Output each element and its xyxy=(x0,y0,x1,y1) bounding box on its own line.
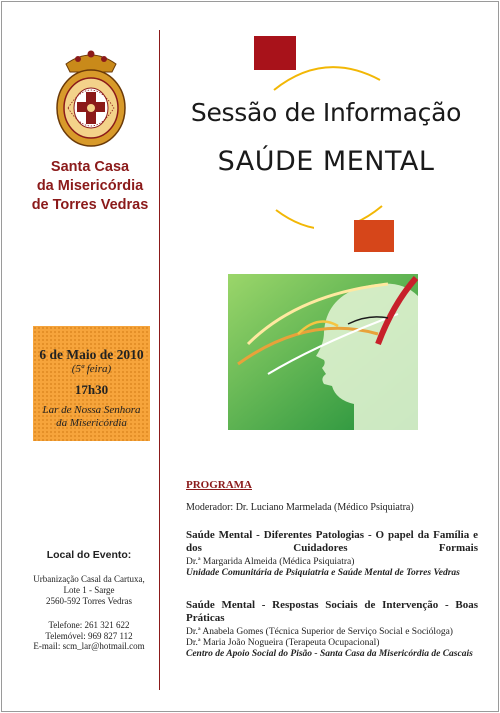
contact-phone: Telefone: 261 321 622 xyxy=(48,620,130,630)
address-line: Urbanização Casal da Cartuxa, xyxy=(33,574,145,584)
mental-health-illustration xyxy=(228,274,418,430)
contact-mobile: Telemóvel: 969 827 112 xyxy=(45,630,133,641)
organization-name xyxy=(10,158,170,215)
session-speaker: Dr.ª Anabela Gomes (Técnica Superior de Serviço Social e Socióloga) xyxy=(186,627,453,637)
venue-line: Lar de Nossa Senhora xyxy=(42,404,141,416)
event-title: Sessão de Informação xyxy=(190,98,462,127)
title-decoration xyxy=(254,30,454,260)
location-address xyxy=(14,574,164,607)
program-session xyxy=(186,529,478,579)
address-line: 2560-592 Torres Vedras xyxy=(45,596,133,606)
session-title: Saúde Mental - Respostas Sociais de Intervenção - Boas Práticas xyxy=(186,599,478,624)
program-moderator: Moderador: Dr. Luciano Marmelada (Médico Psiquiatra) xyxy=(186,502,414,513)
location-contacts xyxy=(14,620,164,652)
session-title: Saúde Mental - Diferentes Patologias - O papel da Família e dos Cuidadores Formais xyxy=(186,529,478,554)
event-weekday: (5ª feira) xyxy=(71,363,112,375)
session-unit: Unidade Comunitária de Psiquiatria e Saúde Mental de Torres Vedras xyxy=(186,568,460,578)
location-heading: Local do Evento: xyxy=(46,549,132,561)
crest-logo xyxy=(52,42,130,148)
address-line: Lote 1 - Sarge xyxy=(63,585,115,595)
event-time: 17h30 xyxy=(74,382,109,397)
venue-line: da Misericórdia xyxy=(56,417,127,429)
session-speaker: Dr.ª Margarida Almeida (Médica Psiquiatra) xyxy=(186,557,355,567)
session-speaker: Dr.ª Maria João Nogueira (Terapeuta Ocupacional) xyxy=(186,638,380,648)
org-line: da Misericórdia xyxy=(36,178,144,194)
event-subtitle: SAÚDE MENTAL xyxy=(217,146,435,177)
event-date: 6 de Maio de 2010 xyxy=(39,347,144,362)
session-unit: Centro de Apoio Social do Pisão - Santa Casa da Misericórdia de Cascais xyxy=(186,649,473,659)
program-heading: PROGRAMA xyxy=(186,479,252,491)
contact-email[interactable]: E-mail: scm_lar@hotmail.com xyxy=(33,641,145,651)
program-session xyxy=(186,599,478,660)
org-line: de Torres Vedras xyxy=(31,197,149,213)
org-line: Santa Casa xyxy=(50,159,130,175)
event-venue xyxy=(33,404,150,430)
event-date-box xyxy=(33,326,150,441)
